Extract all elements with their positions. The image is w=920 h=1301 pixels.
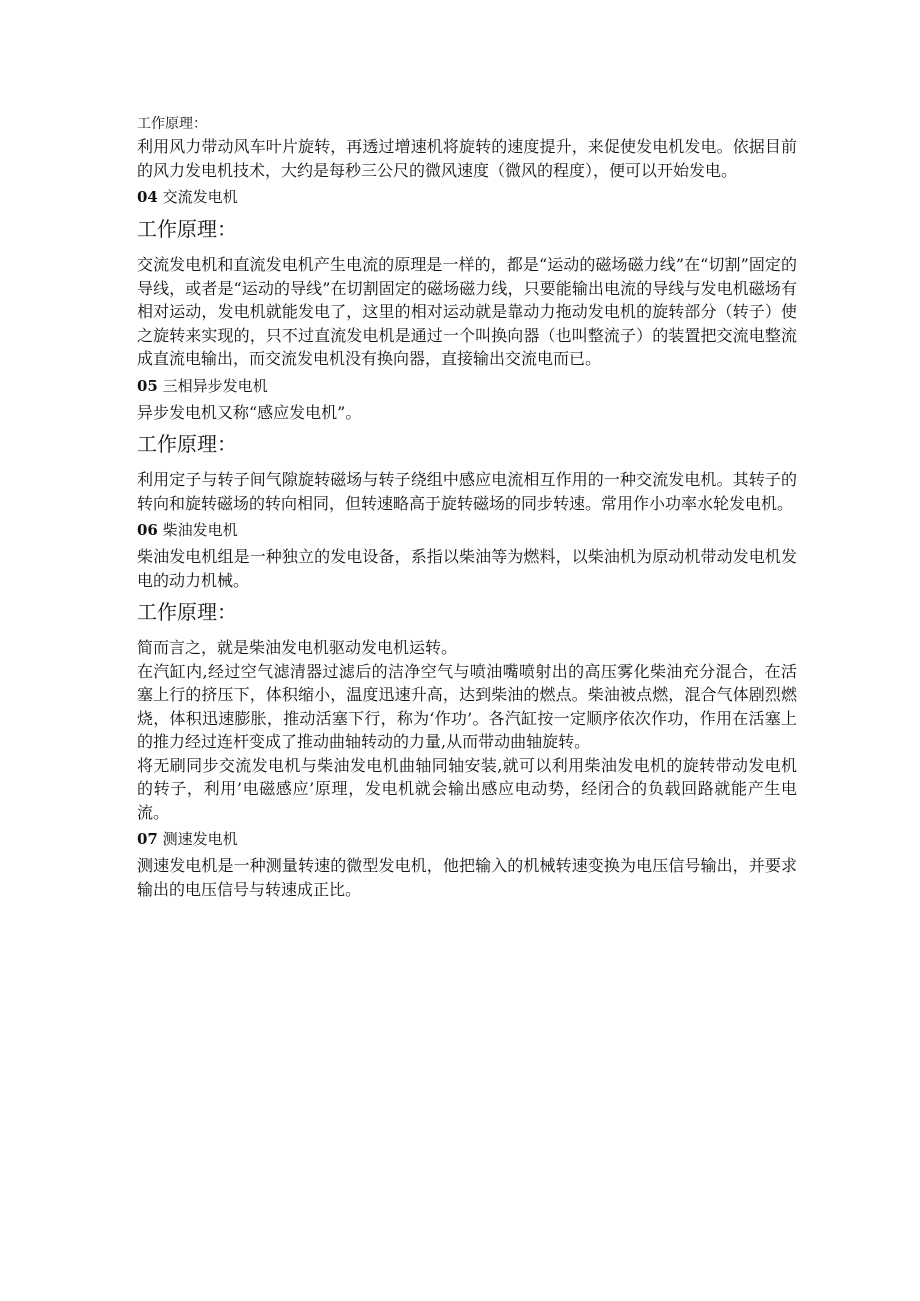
- section-04-title: 交流发电机: [162, 188, 238, 206]
- section-06-description: 柴油发电机组是一种独立的发电设备，系指以柴油等为燃料，以柴油机为原动机带动发电机发电的动力机械。: [137, 547, 797, 590]
- section-05-title: 三相异步发电机: [162, 376, 268, 395]
- section-07-title: 测速发电机: [162, 830, 238, 848]
- section-06-principle-label: 工作原理：: [137, 600, 237, 624]
- section-05-heading: [137, 375, 797, 398]
- section-06-heading: [137, 519, 797, 542]
- document-page: [137, 113, 797, 901]
- section-05-number: 05: [137, 376, 158, 395]
- section-05-principle-text: 利用定子与转子间气隙旋转磁场与转子绕组中感应电流相互作用的一种交流发电机。其转子的转向和旋转磁场的转向相同，但转速略高于旋转磁场的同步转速。常用作小功率水轮发电机。: [137, 470, 797, 513]
- section-06-principle-paragraph-2: 在汽缸内,经过空气滤清器过滤后的洁净空气与喷油嘴喷射出的高压雾化柴油充分混合，在活塞上行的挤压下，体积缩小，温度迅速升高，达到柴油的燃点。柴油被点燃，混合气体剧烈燃烧，体积迅速膨胀，推动活塞下行，称为‘作功’。各汽缸按一定顺序依次作功，作用在活塞上的推力经过连杆变成了推动曲轴转动的力量,从而带动曲轴旋转。: [137, 661, 797, 751]
- section-05-description: 异步发电机又称“感应发电机”。: [137, 402, 362, 422]
- section-04-heading: [137, 186, 797, 209]
- section-07-number: 07: [137, 830, 158, 848]
- section-04-number: 04: [137, 188, 158, 206]
- section-05-principle-label: 工作原理：: [137, 432, 237, 456]
- section-04-principle-text: 交流发电机和直流发电机产生电流的原理是一样的，都是“运动的磁场磁力线”在“切割”固定的导线，或者是“运动的导线”在切割固定的磁场磁力线，只要能输出电流的导线与发电机磁场有相对运动，发电机就能发电了，这里的相对运动就是靠动力拖动发电机的旋转部分（转子）使之旋转来实现的，只不过直流发电机是通过一个叫换向器（也叫整流子）的装置把交流电整流成直流电输出，而交流发电机没有换向器，直接输出交流电而已。: [137, 255, 797, 368]
- section-06-principle-paragraph-1: 简而言之，就是柴油发电机驱动发电机运转。: [137, 638, 458, 657]
- intro-principle-text: 利用风力带动风车叶片旋转，再透过增速机将旋转的速度提升，来促使发电机发电。依据目前的风力发电机技术，大约是每秒三公尺的微风速度（微风的程度），便可以开始发电。: [137, 137, 797, 180]
- section-07-heading: [137, 828, 797, 851]
- section-07-description: 测速发电机是一种测量转速的微型发电机，他把输入的机械转速变换为电压信号输出，并要求输出的电压信号与转速成正比。: [137, 856, 797, 899]
- section-06-title: 柴油发电机: [162, 521, 238, 539]
- section-04-principle-label: 工作原理：: [137, 217, 237, 241]
- intro-principle-label: 工作原理：: [137, 116, 207, 132]
- section-06-principle-paragraph-3: 将无刷同步交流发电机与柴油发电机曲轴同轴安装,就可以利用柴油发电机的旋转带动发电机的转子，利用’电磁感应’原理，发电机就会输出感应电动势，经闭合的负载回路就能产生电流。: [137, 755, 797, 822]
- section-06-number: 06: [137, 521, 158, 539]
